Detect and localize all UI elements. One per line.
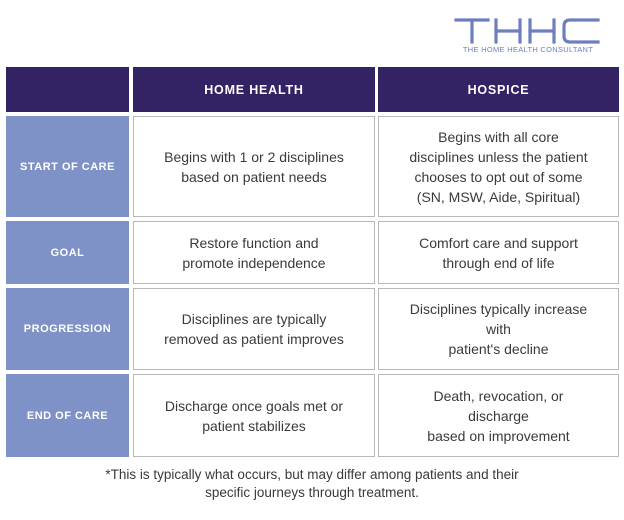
- cell-home-health-end-of-care: Discharge once goals met or patient stabilizes: [133, 374, 375, 457]
- row-label-end-of-care: END OF CARE: [6, 374, 129, 457]
- cell-home-health-progression: Disciplines are typically removed as patient improves: [133, 288, 375, 370]
- cell-home-health-goal: Restore function and promote independence: [133, 221, 375, 284]
- footnote: *This is typically what occurs, but may differ among patients and their specific journeys through treatment.: [105, 467, 519, 500]
- logo-tagline: THE HOME HEALTH CONSULTANT: [462, 45, 594, 54]
- header-home-health-label: HOME HEALTH: [204, 82, 304, 97]
- cell-hospice-progression: Disciplines typically increase with patient's decline: [378, 288, 619, 370]
- row-label-progression: PROGRESSION: [6, 288, 129, 370]
- cell-hospice-end-of-care: Death, revocation, or discharge based on improvement: [378, 374, 619, 457]
- row-label-goal: GOAL: [6, 221, 129, 284]
- row-label-start-of-care: START OF CARE: [6, 116, 129, 217]
- cell-hospice-start-of-care: Begins with all core disciplines unless the patient chooses to opt out of some (SN, MSW, Aide, Spiritual): [378, 116, 619, 217]
- cell-hospice-goal: Comfort care and support through end of life: [378, 221, 619, 284]
- cell-home-health-start-of-care: Begins with 1 or 2 disciplines based on patient needs: [133, 116, 375, 217]
- header-hospice: [378, 67, 619, 112]
- header-home-health: [133, 67, 375, 112]
- header-hospice-label: HOSPICE: [467, 82, 530, 97]
- header-corner: [6, 67, 129, 112]
